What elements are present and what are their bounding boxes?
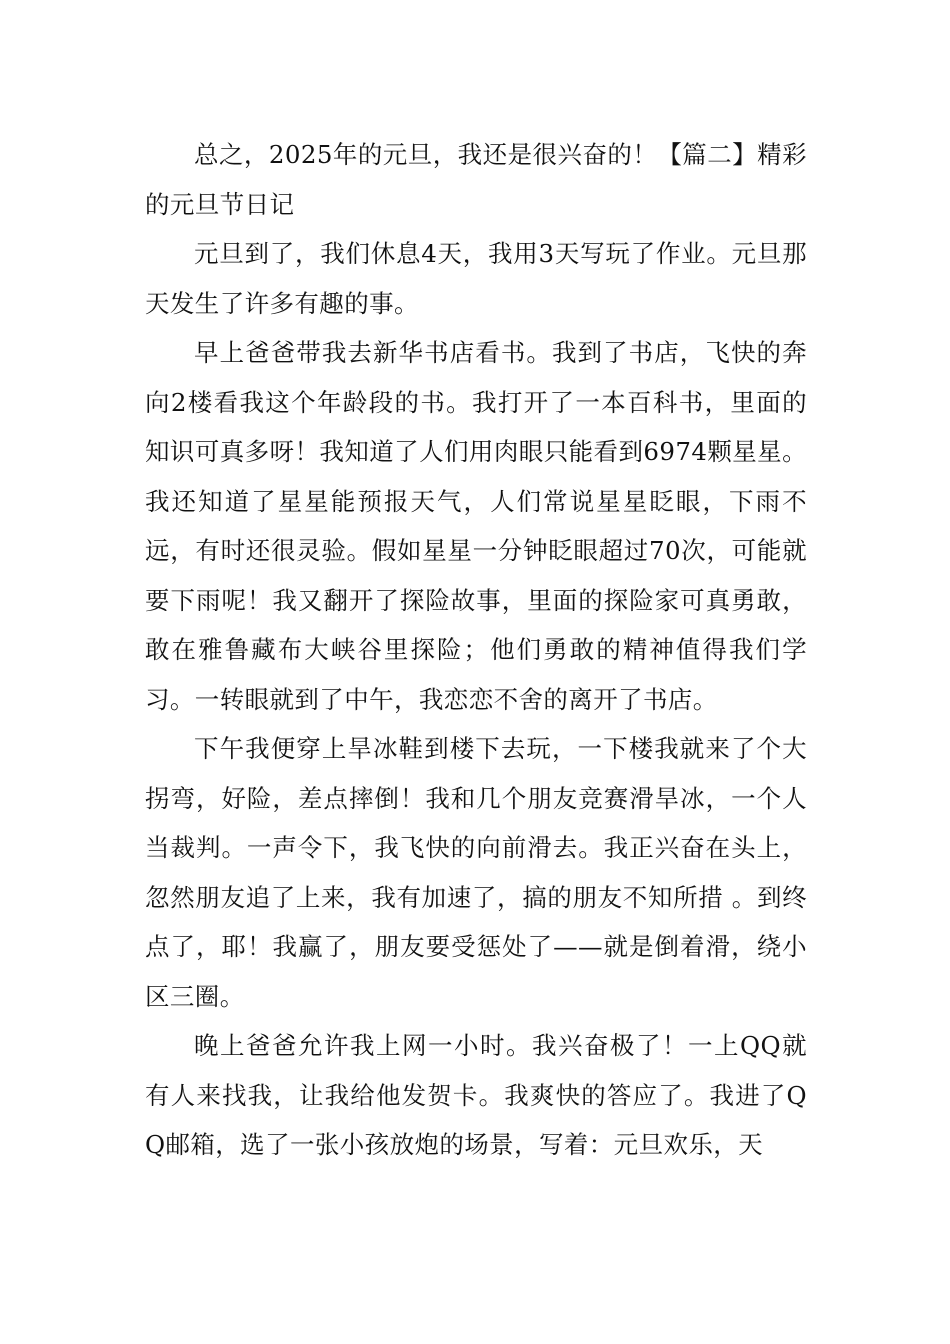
paragraph-4: 下午我便穿上旱冰鞋到楼下去玩，一下楼我就来了个大拐弯，好险，差点摔倒！我和几个朋友竞赛滑旱冰，一个人当裁判。一声令下，我飞快的向前滑去。我正兴奋在头上，忽然朋友追了上来，我有加速了，搞的朋友不知所措 。到终点了，耶！我赢了，朋友要受惩处了——就是倒着滑，绕小区三圈。 xyxy=(145,734,807,1011)
paragraph-5: 晚上爸爸允许我上网一小时。我兴奋极了！一上QQ就有人来找我，让我给他发贺卡。我爽快的答应了。我进了QQ邮箱，选了一张小孩放炮的场景，写着：元旦欢乐，天 xyxy=(145,1031,807,1159)
paragraph-2: 元旦到了，我们休息4天，我用3天写玩了作业。元旦那天发生了许多有趣的事。 xyxy=(145,239,807,318)
paragraph-1: 总之，2025年的元旦，我还是很兴奋的！【篇二】精彩的元旦节日记 xyxy=(145,140,807,219)
document-page xyxy=(145,130,807,1170)
paragraph-3: 早上爸爸带我去新华书店看书。我到了书店，飞快的奔向2楼看我这个年龄段的书。我打开了一本百科书，里面的知识可真多呀！我知道了人们用肉眼只能看到6974颗星星。我还知道了星星能预报天气，人们常说星星眨眼，下雨不远，有时还很灵验。假如星星一分钟眨眼超过70次，可能就要下雨呢！我又翻开了探险故事，里面的探险家可真勇敢，敢在雅鲁藏布大峡谷里探险；他们勇敢的精神值得我们学习。一转眼就到了中午，我恋恋不舍的离开了书店。 xyxy=(145,338,807,714)
